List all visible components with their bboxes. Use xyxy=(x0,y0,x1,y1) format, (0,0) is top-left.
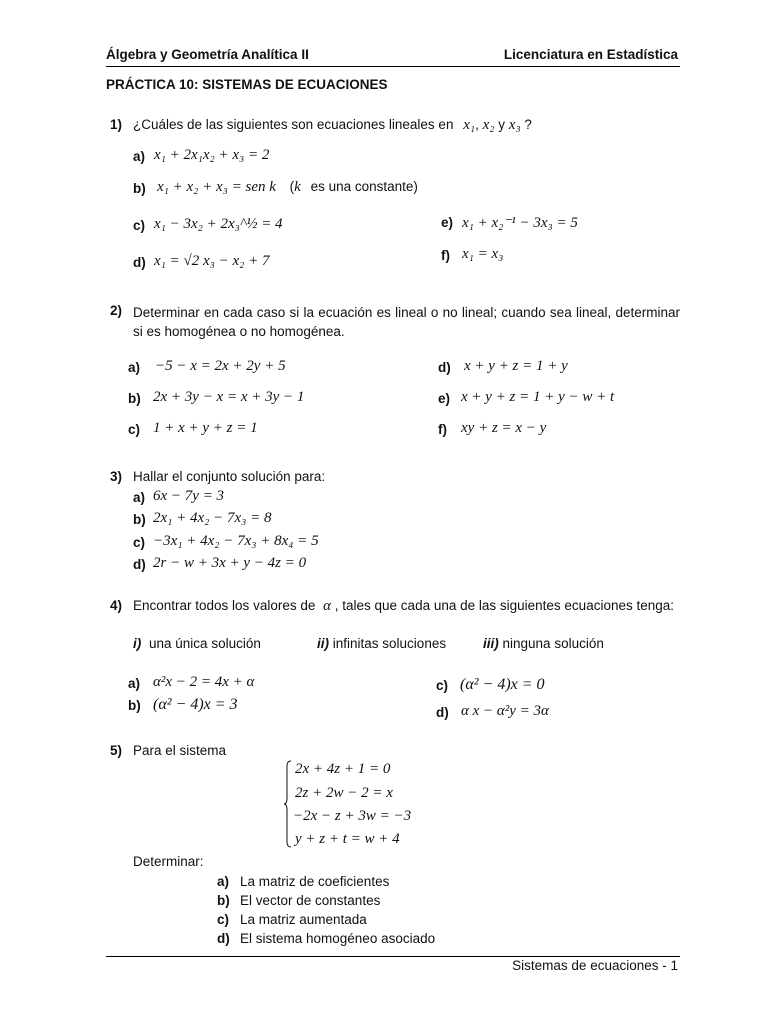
q4-case-iii xyxy=(483,636,604,651)
q4-item-a-label: a) xyxy=(128,676,141,691)
q1-item-d-expr: x₁ = √2 x₃ − x₂ + 7 xyxy=(154,253,270,269)
q1-item-a-label: a) xyxy=(133,149,146,164)
system-eq-3: −2x − z + 3w = −3 xyxy=(293,808,412,824)
q4-text-before: Encontrar todos los valores de xyxy=(133,598,316,613)
q2-item-f-label: f) xyxy=(438,422,447,437)
q1-item-b xyxy=(157,179,418,196)
footer-rule xyxy=(106,956,680,957)
q1-item-c-label: c) xyxy=(133,218,146,233)
q1-qmark: ? xyxy=(524,117,532,132)
q3-item-a-label: a) xyxy=(133,490,146,505)
q1-item-b-expr: x₁ + x₂ + x₃ = sen k xyxy=(157,179,276,195)
q1-item-a-expr: x₁ + 2x₁x₂ + x₃ = 2 xyxy=(154,147,270,163)
q3-text: Hallar el conjunto solución para: xyxy=(133,469,326,484)
q5-item-b-text: El vector de constantes xyxy=(240,893,381,908)
q2-text: Determinar en cada caso si la ecuación es lineal o no lineal; cuando sea lineal, determinar si es homogénea o no homogénea. xyxy=(133,305,680,339)
q5-item-c-text: La matriz aumentada xyxy=(240,912,367,927)
q1-var-x2: x₂ xyxy=(482,117,495,133)
q1-number: 1) xyxy=(110,117,123,132)
system-eq-2: 2z + 2w − 2 = x xyxy=(295,785,393,801)
q4-number: 4) xyxy=(110,598,123,613)
q5-text: Para el sistema xyxy=(133,743,227,758)
q4-case-ii-label: ii) xyxy=(317,636,329,651)
q3-item-c-expr: −3x₁ + 4x₂ − 7x₃ + 8x₄ = 5 xyxy=(153,533,319,549)
q1-var-x3: x₃ xyxy=(508,117,521,133)
q2-item-f-expr: xy + z = x − y xyxy=(461,420,547,436)
q5-determinar: Determinar: xyxy=(133,854,204,869)
q1-sep1: , xyxy=(475,117,479,132)
system-eq-1: 2x + 4z + 1 = 0 xyxy=(295,761,391,777)
q4-item-c-expr: (α² − 4)x = 0 xyxy=(460,676,545,693)
q1-item-f-expr: x₁ = x₃ xyxy=(462,246,504,262)
q2-item-d-expr: x + y + z = 1 + y xyxy=(464,358,568,374)
header-rule xyxy=(106,66,680,67)
q5-item-a-label: a) xyxy=(217,874,230,889)
q1-item-c-expr: x₁ − 3x₂ + 2x₃^½ = 4 xyxy=(154,216,283,232)
q5-number: 5) xyxy=(110,743,123,758)
q2-number: 2) xyxy=(110,303,123,318)
q4-item-b-expr: (α² − 4)x = 3 xyxy=(153,696,238,713)
q2-item-c-label: c) xyxy=(128,422,141,437)
q5-item-d-label: d) xyxy=(217,931,230,946)
q2-item-b-label: b) xyxy=(128,391,141,406)
q2-item-d-label: d) xyxy=(438,360,451,375)
q5-item-c-label: c) xyxy=(217,912,230,927)
q1-item-b-paren: ( xyxy=(289,179,295,194)
q3-item-d-expr: 2r − w + 3x + y − 4z = 0 xyxy=(153,555,307,571)
q4-item-c-label: c) xyxy=(436,678,449,693)
q4-item-b-label: b) xyxy=(128,698,141,713)
q4-case-i xyxy=(133,636,261,651)
q2-item-b-expr: 2x + 3y − x = x + 3y − 1 xyxy=(153,389,305,405)
q4-case-iii-text: ninguna solución xyxy=(502,636,604,651)
q5-item-d-text: El sistema homogéneo asociado xyxy=(240,931,436,946)
q4-case-ii xyxy=(317,636,446,651)
q2-item-e-label: e) xyxy=(438,391,451,406)
q5-item-b-label: b) xyxy=(217,893,230,908)
q3-item-c-label: c) xyxy=(133,535,146,550)
q2-item-e-expr: x + y + z = 1 + y − w + t xyxy=(461,389,615,405)
q2-item-a-expr: −5 − x = 2x + 2y + 5 xyxy=(155,358,286,374)
q3-number: 3) xyxy=(110,469,123,484)
system-eq-4: y + z + t = w + 4 xyxy=(295,831,400,847)
q2-item-c-expr: 1 + x + y + z = 1 xyxy=(153,420,258,436)
q3-item-a-expr: 6x − 7y = 3 xyxy=(153,488,225,504)
q1-var-x1: x₁ xyxy=(463,117,476,133)
q4-text xyxy=(133,598,674,615)
q4-case-iii-label: iii) xyxy=(483,636,499,651)
page-title: PRÁCTICA 10: SISTEMAS DE ECUACIONES xyxy=(106,77,388,92)
system-brace xyxy=(284,760,292,848)
q4-item-d-label: d) xyxy=(436,705,449,720)
footer-page: Sistemas de ecuaciones - 1 xyxy=(512,958,678,973)
q1-item-e-expr: x₁ + x₂⁻¹ − 3x₃ = 5 xyxy=(462,215,578,231)
q1-item-b-label: b) xyxy=(133,181,146,196)
q4-case-ii-text: infinitas soluciones xyxy=(332,636,447,651)
q4-item-a-expr: α²x − 2 = 4x + α xyxy=(153,674,255,690)
q5-item-a-text: La matriz de coeficientes xyxy=(240,874,390,889)
q3-item-d-label: d) xyxy=(133,557,146,572)
q2-item-a-label: a) xyxy=(128,360,141,375)
q4-case-i-text: una única solución xyxy=(149,636,261,651)
header-program: Licenciatura en Estadística xyxy=(503,47,678,62)
q1-text xyxy=(133,117,532,134)
q1-sep2: y xyxy=(498,117,506,132)
q1-item-e-label: e) xyxy=(441,215,454,230)
q4-item-d-expr: α x − α²y = 3α xyxy=(461,703,549,719)
q1-item-f-label: f) xyxy=(441,248,450,263)
q1-item-b-note: es una constante) xyxy=(310,179,418,194)
q1-text-before: ¿Cuáles de las siguientes son ecuaciones lineales en xyxy=(133,117,454,132)
q3-item-b-expr: 2x₁ + 4x₂ − 7x₃ = 8 xyxy=(153,510,272,526)
q1-item-b-k: k xyxy=(294,179,301,195)
header-course: Álgebra y Geometría Analítica II xyxy=(106,47,309,62)
q1-item-d-label: d) xyxy=(133,255,146,270)
q3-item-b-label: b) xyxy=(133,512,146,527)
q4-text-after: , tales que cada una de las siguientes ecuaciones tenga: xyxy=(334,598,675,613)
q4-case-i-label: i) xyxy=(133,636,142,651)
q4-alpha: α xyxy=(323,598,331,614)
